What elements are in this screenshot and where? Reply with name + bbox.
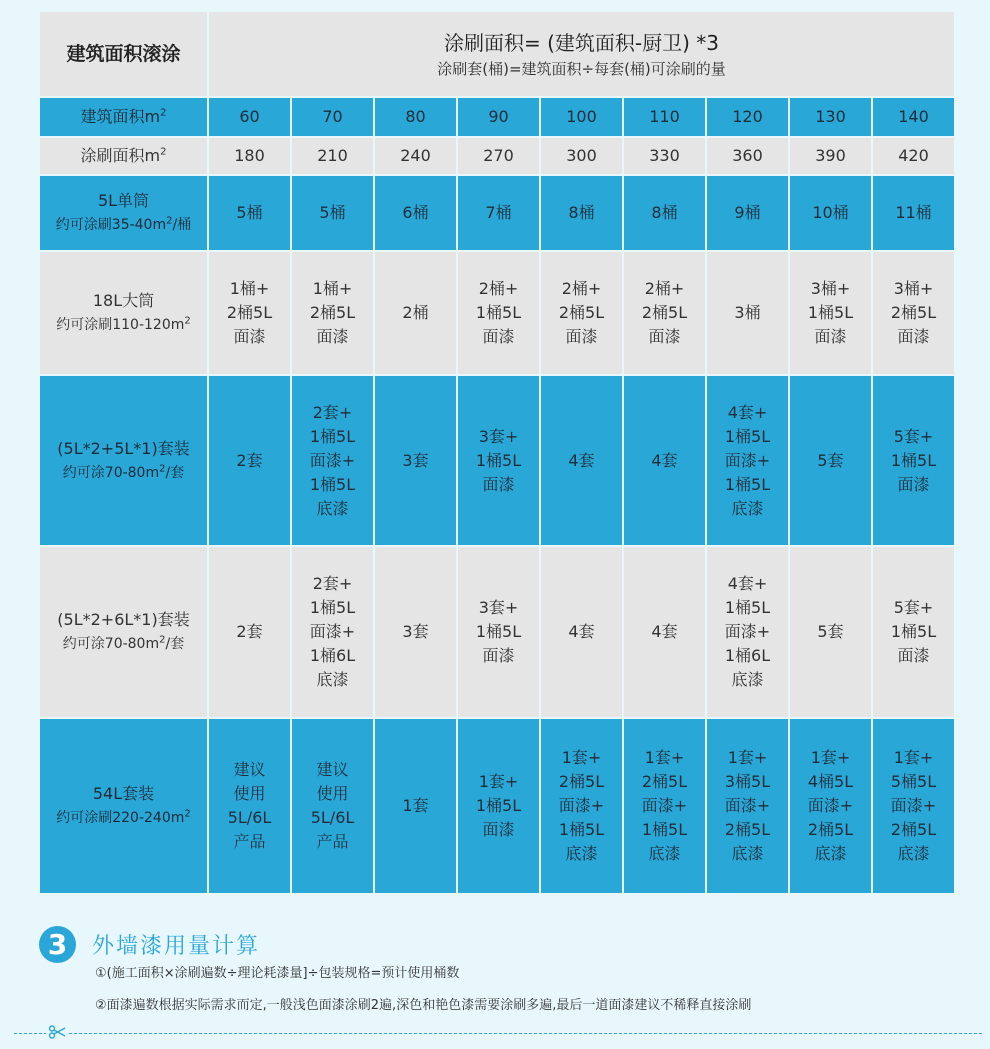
table-cell: 130 (790, 98, 871, 136)
cell-line: 底漆 (897, 844, 930, 863)
cell-line: 1桶5L (807, 303, 854, 322)
cell-line: 1桶5L (309, 598, 356, 617)
cell-line: 1套+ (561, 748, 602, 767)
row-header: 建筑面积$m^2$ (40, 98, 207, 136)
cell-line: 2桶+ (478, 279, 519, 298)
table-cell (707, 376, 788, 545)
cell-line: 2套+ (312, 402, 353, 422)
cell-line: 1桶6L (724, 646, 771, 665)
cell-line: 1套+ (893, 748, 934, 767)
row-building-area (40, 98, 954, 136)
cell-line: 面漆 (316, 327, 349, 346)
table-cell (790, 547, 871, 717)
table-cell: 270 (458, 138, 539, 174)
row-5l-single (40, 176, 954, 250)
table-cell: 7桶 (458, 176, 539, 250)
cell-line: 3桶 (734, 303, 761, 322)
table-cell (624, 252, 705, 374)
cell-line: 2套 (236, 450, 263, 470)
cell-line: 1桶5L (890, 450, 937, 470)
cell-line: 4套+ (727, 574, 768, 593)
table-cell: 140 (873, 98, 954, 136)
cell-line: 面漆 (482, 646, 515, 665)
table-cell: 80 (375, 98, 456, 136)
cell-line: 4套 (568, 622, 595, 641)
table-cell (209, 376, 290, 545)
table-cell (292, 252, 373, 374)
cell-line: 面漆+ (724, 796, 771, 815)
table-cell (209, 719, 290, 893)
table-cell: 10桶 (790, 176, 871, 250)
table-cell: 8桶 (541, 176, 622, 250)
row-set-54l (40, 719, 954, 893)
formula-area: 涂刷面积= (建筑面积-厨卫) *3 (443, 31, 720, 55)
table-cell: 6桶 (375, 176, 456, 250)
cell-line: 4套 (651, 450, 678, 470)
cell-line: 面漆 (897, 327, 930, 346)
table-cell (458, 719, 539, 893)
cell-line: 1桶5L (724, 426, 771, 446)
cell-line: 1桶+ (229, 279, 270, 298)
cell-line: 2桶 (402, 303, 429, 322)
cell-line: 底漆 (731, 670, 764, 689)
table-cell (209, 547, 290, 717)
cell-line: 面漆 (482, 474, 515, 494)
cell-line: 产品 (233, 832, 266, 851)
table-cell: 360 (707, 138, 788, 174)
cell-line: 2桶5L (724, 820, 771, 839)
row-set-5l5l (40, 376, 954, 545)
cell-line: 3桶5L (724, 772, 771, 791)
cell-line: 2桶5L (807, 820, 854, 839)
cell-line: 5桶5L (890, 772, 937, 791)
scissors-icon (46, 1024, 68, 1043)
table-cell (790, 252, 871, 374)
formula-cell (209, 12, 954, 96)
cell-line: 面漆+ (309, 450, 356, 470)
cell-line: 1桶5L (475, 303, 522, 322)
table-title: 建筑面积滚涂 (40, 12, 207, 96)
cell-line: 1桶5L (890, 622, 937, 641)
table-cell: 60 (209, 98, 290, 136)
table-cell (873, 376, 954, 545)
table-cell (541, 719, 622, 893)
cell-line: 2桶5L (309, 303, 356, 322)
cell-line: 4套+ (727, 402, 768, 422)
cell-line: 底漆 (731, 844, 764, 863)
table-cell (458, 547, 539, 717)
cell-line: 2桶5L (890, 820, 937, 839)
cell-line: 3桶+ (893, 279, 934, 298)
cell-line: 2桶+ (644, 279, 685, 298)
table-cell (292, 547, 373, 717)
table-cell: 120 (707, 98, 788, 136)
cell-line: 2套 (236, 622, 263, 641)
table-cell (292, 719, 373, 893)
cell-line: 2桶5L (558, 772, 605, 791)
cell-line: 3套 (402, 450, 429, 470)
table-cell (873, 547, 954, 717)
cell-line: 3套+ (478, 598, 519, 617)
cell-line: 1桶5L (641, 820, 688, 839)
table-cell (707, 719, 788, 893)
cell-line: 底漆 (316, 498, 349, 518)
row-header: 涂刷面积$m^2$ (40, 138, 207, 174)
cell-line: 2桶5L (558, 303, 605, 322)
table-cell (790, 719, 871, 893)
cell-line: 1桶5L (724, 474, 771, 494)
cell-line: 1套+ (727, 748, 768, 767)
cell-line: 底漆 (316, 670, 349, 689)
cell-line: 1套+ (478, 772, 519, 791)
table-cell: 11桶 (873, 176, 954, 250)
cell-line: 1桶5L (475, 796, 522, 815)
table-cell: 180 (209, 138, 290, 174)
cell-line: 1桶5L (724, 598, 771, 617)
table-cell (541, 376, 622, 545)
cell-line: 5L/6L (227, 808, 272, 827)
cell-line: 1套 (402, 796, 429, 815)
cell-line: 面漆+ (724, 622, 771, 641)
cell-line: 面漆+ (558, 796, 605, 815)
cell-line: 建议 (233, 760, 266, 779)
cell-line: 2桶5L (226, 303, 273, 322)
table-cell: 420 (873, 138, 954, 174)
cell-line: 3套 (402, 622, 429, 641)
row-header: (5L*2+6L*1)套装 约可涂$70-80m^2/$套 (40, 547, 207, 717)
cell-line: 底漆 (648, 844, 681, 863)
cell-line: 产品 (316, 832, 349, 851)
cell-line: 1桶5L (475, 450, 522, 470)
cell-line: 面漆+ (890, 796, 937, 815)
section-heading (39, 926, 260, 963)
table-cell: 90 (458, 98, 539, 136)
cut-line (14, 1033, 982, 1034)
cell-line: 3套+ (478, 426, 519, 446)
table-cell: 110 (624, 98, 705, 136)
cell-line: 面漆 (482, 820, 515, 839)
cell-line: 底漆 (814, 844, 847, 863)
cell-line: 面漆+ (641, 796, 688, 815)
table-cell: 9桶 (707, 176, 788, 250)
table-cell: 8桶 (624, 176, 705, 250)
row-header: 54L套装 约可涂刷$220-240m^2$ (40, 719, 207, 893)
table-cell: 100 (541, 98, 622, 136)
cell-line: 3桶+ (810, 279, 851, 298)
table-cell (375, 252, 456, 374)
cell-line: 2桶+ (561, 279, 602, 298)
row-header: 5L单筒 约可涂刷$35-40m^2/$桶 (40, 176, 207, 250)
cell-line: 面漆 (482, 327, 515, 346)
row-paint-area (40, 138, 954, 174)
table-cell (375, 719, 456, 893)
table-cell (541, 252, 622, 374)
table-cell (707, 252, 788, 374)
cell-line: 使用 (316, 784, 349, 803)
row-header: (5L*2+5L*1)套装 约可涂$70-80m^2/$套 (40, 376, 207, 545)
cell-line: 面漆+ (807, 796, 854, 815)
cell-line: 2套+ (312, 574, 353, 593)
table-cell (292, 376, 373, 545)
cell-line: 建议 (316, 760, 349, 779)
paint-usage-table (38, 10, 956, 895)
table-cell (375, 376, 456, 545)
cell-line: 1套+ (810, 748, 851, 767)
cell-line: 5L/6L (310, 808, 355, 827)
cell-line: 2桶5L (641, 772, 688, 791)
formula-sets: 涂刷套(桶)=建筑面积÷每套(桶)可涂刷的量 (437, 60, 726, 78)
table-cell (458, 376, 539, 545)
table-cell (873, 252, 954, 374)
cell-line: 底漆 (731, 498, 764, 518)
cell-line: 2桶5L (890, 303, 937, 322)
table-cell (541, 547, 622, 717)
cell-line: 面漆 (897, 646, 930, 665)
cell-line: 5套+ (893, 598, 934, 617)
cell-line: 4桶5L (807, 772, 854, 791)
row-set-5l6l (40, 547, 954, 717)
cell-line: 1套+ (644, 748, 685, 767)
header-row (40, 12, 954, 96)
cell-line: 面漆 (233, 327, 266, 346)
cell-line: 4套 (651, 622, 678, 641)
note-coats: ②面漆遍数根据实际需求而定,一般浅色面漆涂刷2遍,深色和艳色漆需要涂刷多遍,最后一道面漆建议不稀释直接涂刷 (95, 998, 752, 1013)
cell-line: 底漆 (565, 844, 598, 863)
cell-line: 1桶5L (309, 426, 356, 446)
cell-line: 面漆+ (724, 450, 771, 470)
table-cell (458, 252, 539, 374)
table-cell (790, 376, 871, 545)
table-cell: 330 (624, 138, 705, 174)
cell-line: 2桶5L (641, 303, 688, 322)
cell-line: 面漆+ (309, 622, 356, 641)
cell-line: 5套 (817, 450, 844, 470)
table-cell (624, 719, 705, 893)
table-cell: 5桶 (209, 176, 290, 250)
table-cell (375, 547, 456, 717)
cell-line: 面漆 (648, 327, 681, 346)
cell-line: 1桶5L (309, 474, 356, 494)
table-cell (624, 547, 705, 717)
paint-usage-table-container (40, 12, 951, 895)
table-cell: 390 (790, 138, 871, 174)
table-cell: 240 (375, 138, 456, 174)
table-cell: 5桶 (292, 176, 373, 250)
cell-line: 4套 (568, 450, 595, 470)
table-cell: 70 (292, 98, 373, 136)
table-cell (624, 376, 705, 545)
row-header: 18L大筒 约可涂刷$110-120m^2$ (40, 252, 207, 374)
cell-line: 1桶6L (309, 646, 356, 665)
cell-line: 1桶5L (475, 622, 522, 641)
section-number-badge: 3 (39, 926, 76, 963)
cell-line: 面漆 (814, 327, 847, 346)
cell-line: 面漆 (565, 327, 598, 346)
section-title: 外墙漆用量计算 (92, 934, 261, 959)
table-cell (209, 252, 290, 374)
cell-line: 使用 (233, 784, 266, 803)
cell-line: 1桶5L (558, 820, 605, 839)
cell-line: 面漆 (897, 474, 930, 494)
table-cell: 210 (292, 138, 373, 174)
table-cell (707, 547, 788, 717)
table-cell: 300 (541, 138, 622, 174)
cell-line: 5套 (817, 622, 844, 641)
cell-line: 1桶+ (312, 279, 353, 298)
row-18l-big (40, 252, 954, 374)
note-formula: ①(施工面积×涂刷遍数÷理论耗漆量]÷包装规格=预计使用桶数 (95, 966, 460, 981)
cell-line: 5套+ (893, 426, 934, 446)
table-cell (873, 719, 954, 893)
